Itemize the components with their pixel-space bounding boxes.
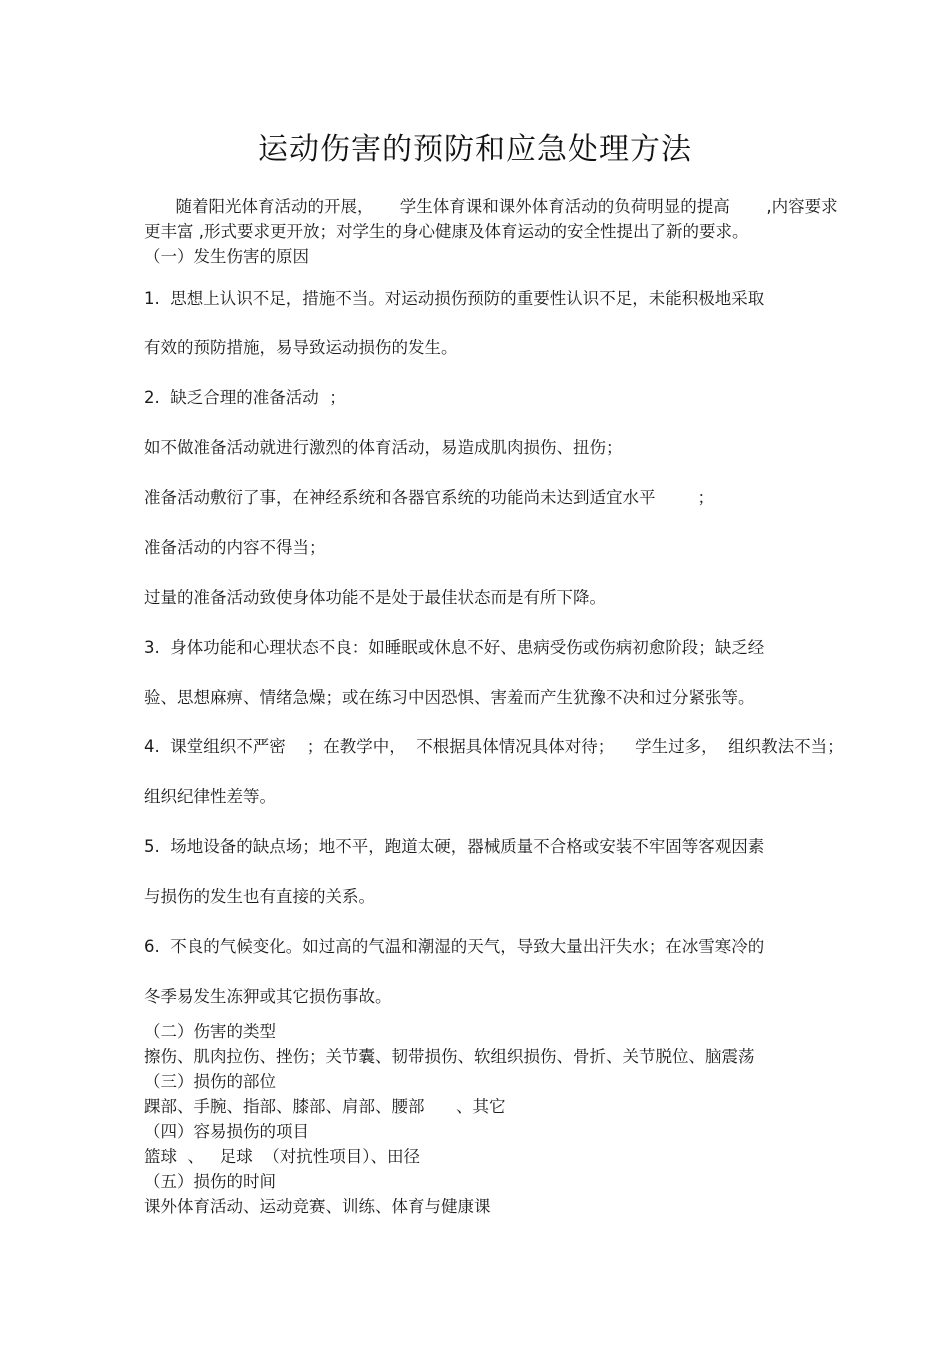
section5-heading: （五）损伤的时间 xyxy=(144,1172,276,1191)
section1-line: 准备活动敷衍了事，在神经系统和各器官系统的功能尚未达到适宜水平 ； xyxy=(144,488,714,507)
section1-line: 准备活动的内容不得当； xyxy=(144,538,326,557)
intro-line-2: 更丰富 ,形式要求更开放；对学生的身心健康及体育运动的安全性提出了新的要求。 xyxy=(144,222,749,241)
section1-line: 2. 缺乏合理的准备活动 ； xyxy=(144,388,346,407)
section3-heading: （三）损伤的部位 xyxy=(144,1072,276,1091)
section3-text: 踝部、手腕、指部、膝部、肩部、腰部 、其它 xyxy=(144,1097,506,1116)
section1-line: 验、思想麻痹、情绪急燥；或在练习中因恐惧、害羞而产生犹豫不决和过分紧张等。 xyxy=(144,688,755,707)
document-title: 运动伤害的预防和应急处理方法 xyxy=(258,132,692,167)
section1-line: 冬季易发生冻狎或其它损伤事故。 xyxy=(144,987,392,1006)
section1-heading: （一）发生伤害的原因 xyxy=(144,247,309,266)
section2-text: 擦伤、肌肉拉伤、挫伤；关节囊、韧带损伤、软组织损伤、骨折、关节脱位、脑震荡 xyxy=(144,1047,755,1066)
section1-line: 5. 场地设备的缺点场；地不平，跑道太硬，器械质量不合格或安装不牢固等客观因素 xyxy=(144,837,765,856)
section1-line: 6. 不良的气候变化。如过高的气温和潮湿的天气，导致大量出汗失水；在冰雪寒冷的 xyxy=(144,937,765,956)
section1-line: 如不做准备活动就进行激烈的体育活动，易造成肌肉损伤、扭伤； xyxy=(144,438,623,457)
intro-line-1: 随着阳光体育活动的开展， 学生体育课和课外体育活动的负荷明显的提高 ,内容要求 xyxy=(144,197,838,216)
section2-heading: （二）伤害的类型 xyxy=(144,1022,276,1041)
section1-line: 1. 思想上认识不足，措施不当。对运动损伤预防的重要性认识不足，未能积极地采取 xyxy=(144,289,765,308)
section1-line: 与损伤的发生也有直接的关系。 xyxy=(144,887,375,906)
section1-line: 过量的准备活动致使身体功能不是处于最佳状态而是有所下降。 xyxy=(144,588,606,607)
section1-line: 4. 课堂组织不严密 ；在教学中， 不根据具体情况具体对待； 学生过多， 组织教法不当； xyxy=(144,737,844,756)
section1-line: 组织纪律性差等。 xyxy=(144,787,276,806)
section1-line: 3. 身体功能和心理状态不良：如睡眠或休息不好、患病受伤或伤病初愈阶段；缺乏经 xyxy=(144,638,765,657)
section4-heading: （四）容易损伤的项目 xyxy=(144,1122,309,1141)
section5-text: 课外体育活动、运动竞赛、训练、体育与健康课 xyxy=(144,1197,491,1216)
section4-text: 篮球 、 足球 （对抗性项目）、田径 xyxy=(144,1147,420,1166)
section1-line: 有效的预防措施，易导致运动损伤的发生。 xyxy=(144,338,458,357)
